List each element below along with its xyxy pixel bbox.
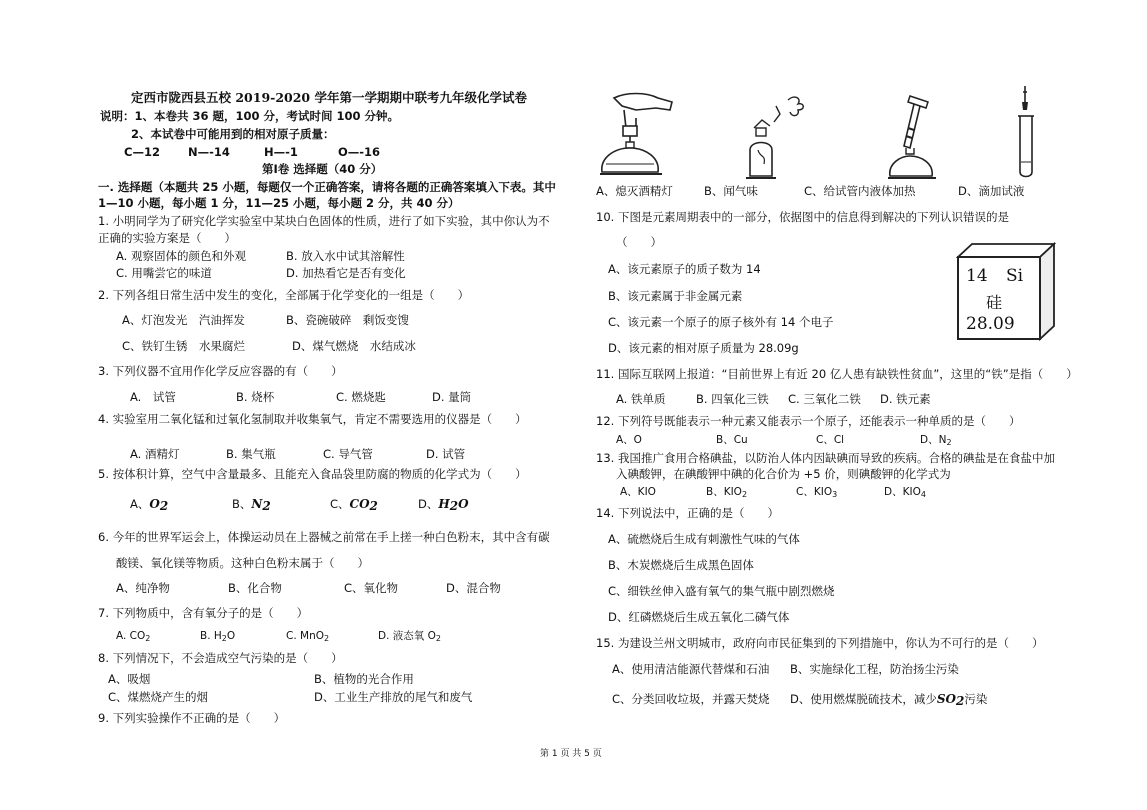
heat-test-tube-figure: [884, 92, 944, 180]
q12-option-d: D、$N_2$: [920, 434, 952, 447]
q14-option-c: C、细铁丝伸入盛有氧气的集气瓶中剧烈燃烧: [608, 584, 835, 598]
q11-option-a: A. 铁单质: [616, 392, 666, 406]
si-atomic-mass: 28.09: [966, 314, 1015, 334]
question-1: 1. 小明同学为了研究化学实验室中某块白色固体的性质，进行了如下实验，其中你认为不: [98, 214, 550, 228]
q14-option-d: D、红磷燃烧后生成五氧化二磷气体: [608, 610, 790, 624]
q9-option-a: A、熄灭酒精灯: [596, 184, 673, 198]
q13-option-a: A、KIO: [620, 486, 656, 498]
q4-option-d: D. 试管: [426, 447, 466, 461]
add-liquid-figure: [1014, 84, 1038, 180]
q8-option-a: A、吸烟: [108, 672, 151, 686]
q2-option-d: D、煤气燃烧 水结成冰: [292, 339, 416, 353]
q2-option-c: C、铁钉生锈 水果腐烂: [122, 339, 246, 353]
q2-option-b: B、瓷碗破碎 剩饭变馊: [286, 313, 409, 327]
section-heading: 一. 选择题（本题共 25 小题，每题仅一个正确答案，请将各题的正确答案填入下表。其中: [98, 180, 556, 194]
q10-option-a: A、该元素原子的质子数为 14: [608, 262, 761, 276]
smell-gas-figure: [740, 92, 812, 180]
q2-option-a: A、灯泡发光 汽油挥发: [122, 313, 245, 327]
q15-option-a: A、使用清洁能源代替煤和石油: [612, 662, 770, 676]
q15-option-b: B、实施绿化工程，防治扬尘污染: [790, 662, 959, 676]
q14-option-b: B、木炭燃烧后生成黑色固体: [608, 558, 754, 572]
q1-option-c: C. 用嘴尝它的味道: [116, 266, 212, 280]
question-6: 6. 今年的世界军运会上，体操运动员在上器械之前常在手上搓一种白色粉末，其中含有碳: [98, 530, 550, 544]
question-5: 5. 按体积计算，空气中含量最多、且能充入食品袋里防腐的物质的化学式为（ ）: [98, 467, 527, 481]
q13-option-b: B、$KIO_2$: [706, 486, 748, 499]
question-3: 3. 下列仪器不宜用作化学反应容器的有（ ）: [98, 364, 343, 378]
q15-option-d: D、使用燃煤脱硫技术，减少$SO_2$污染: [790, 692, 988, 708]
q9-option-c: C、给试管内液体加热: [804, 184, 916, 198]
q15-option-c: C、分类回收垃圾，并露天焚烧: [612, 692, 770, 706]
q5-option-a: A、$O_2$: [130, 497, 169, 513]
question-15: 15. 为建设兰州文明城市，政府向市民征集到的下列措施中，你认为不可行的是（ ）: [596, 636, 1044, 650]
q3-option-a: A. 试管: [130, 390, 176, 404]
q6-option-a: A、纯净物: [116, 581, 170, 595]
section-heading-2: 1—10 小题，每小题 1 分，11—25 小题，每小题 2 分，共 40 分）: [98, 196, 460, 210]
question-13-cont: 入碘酸钾，在碘酸钾中碘的化合价为 +5 价，则碘酸钾的化学式为: [616, 467, 951, 481]
question-6-cont: 酸镁、氧化镁等物质。这种白色粉末属于（ ）: [116, 556, 369, 570]
q6-option-d: D、混合物: [446, 581, 501, 595]
q9-option-b: B、闻气味: [704, 184, 758, 198]
q5-option-d: D、$H_2O$: [418, 497, 469, 513]
q7-option-b: B. $H_2O$: [200, 630, 236, 643]
extinguish-alcohol-lamp-figure: [596, 88, 686, 180]
question-7: 7. 下列物质中，含有氧分子的是（ ）: [98, 606, 309, 620]
q3-option-b: B. 烧杯: [236, 390, 275, 404]
q7-option-a: A. $CO_2$: [116, 630, 151, 643]
q5-option-c: C、$CO_2$: [330, 497, 378, 513]
q3-option-c: C. 燃烧匙: [336, 390, 386, 404]
question-11: 11. 国际互联网上报道：“目前世界上有近 20 亿人患有缺铁性贫血”，这里的“铁”是指（ ）: [596, 367, 1078, 381]
q4-option-a: A. 酒精灯: [130, 447, 180, 461]
question-9: 9. 下列实验操作不正确的是（ ）: [98, 711, 286, 725]
question-1-cont: 正确的实验方案是（ ）: [98, 231, 236, 245]
q11-option-b: B. 四氧化三铁: [696, 392, 769, 406]
q6-option-b: B、化合物: [228, 581, 282, 595]
q10-option-b: B、该元素属于非金属元素: [608, 289, 743, 303]
question-10-cont: （ ）: [616, 235, 662, 249]
atomic-mass-c: C—12: [124, 145, 160, 159]
atomic-mass-o: O—-16: [338, 145, 381, 159]
question-14: 14. 下列说法中，正确的是（ ）: [596, 506, 779, 520]
q12-option-c: C、Cl: [816, 434, 845, 446]
q5-option-b: B、$N_2$: [232, 497, 271, 513]
q12-option-b: B、Cu: [716, 434, 748, 446]
q12-option-a: A、O: [616, 434, 642, 446]
q7-option-d: D. 液态氧 $O_2$: [378, 630, 441, 643]
instructions-2: 2、本试卷中可能用到的相对原子质量：: [131, 127, 335, 141]
question-12: 12. 下列符号既能表示一种元素又能表示一个原子，还能表示一种单质的是（ ）: [596, 414, 1021, 428]
question-4: 4. 实验室用二氧化锰和过氧化氢制取并收集氧气，肯定不需要选用的仪器是（ ）: [98, 412, 527, 426]
q7-option-c: C. MnO$_2$: [286, 630, 330, 643]
q8-option-c: C、煤燃烧产生的烟: [108, 690, 209, 704]
q11-option-d: D. 铁元素: [880, 392, 931, 406]
si-symbol: Si: [1006, 266, 1024, 286]
q4-option-c: C. 导气管: [323, 447, 373, 461]
instructions-1: 说明：1、本卷共 36 题，100 分，考试时间 100 分钟。: [100, 109, 400, 123]
q10-option-d: D、该元素的相对原子质量为 28.09g: [608, 341, 799, 355]
q3-option-d: D. 量筒: [432, 390, 472, 404]
atomic-mass-h: H—-1: [264, 145, 298, 159]
q13-option-d: D、$KIO_4$: [884, 486, 926, 499]
si-atomic-number: 14: [966, 266, 988, 286]
question-13: 13. 我国推广食用合格碘盐，以防治人体内因缺碘而导致的疾病。合格的碘盐是在食盐中加: [596, 451, 1055, 465]
page-number: 第 1 页 共 5 页: [540, 749, 602, 759]
atomic-mass-n: N—-14: [188, 145, 230, 159]
q1-option-a: A. 观察固体的颜色和外观: [116, 249, 246, 263]
q10-option-c: C、该元素一个原子的原子核外有 14 个电子: [608, 315, 834, 329]
q1-option-d: D. 加热看它是否有变化: [286, 266, 406, 280]
q1-option-b: B. 放入水中试其溶解性: [286, 249, 405, 263]
question-10: 10. 下图是元素周期表中的一部分，依据图中的信息得到解决的下列认识错误的是: [596, 210, 1009, 224]
q8-option-d: D、工业生产排放的尾气和废气: [314, 690, 473, 704]
q8-option-b: B、植物的光合作用: [314, 672, 414, 686]
q9-option-d: D、滴加试液: [958, 184, 1025, 198]
q4-option-b: B. 集气瓶: [226, 447, 276, 461]
q6-option-c: C、氧化物: [344, 581, 399, 595]
q14-option-a: A、硫燃烧后生成有刺激性气味的气体: [608, 532, 800, 546]
question-2: 2. 下列各组日常生活中发生的变化，全部属于化学变化的一组是（ ）: [98, 288, 470, 302]
question-8: 8. 下列情况下，不会造成空气污染的是（ ）: [98, 651, 343, 665]
q11-option-c: C. 三氧化二铁: [788, 392, 861, 406]
q13-option-c: C、$KIO_3$: [796, 486, 838, 499]
part-title: 第Ⅰ卷 选择题（40 分）: [262, 162, 383, 176]
si-name: 硅: [986, 293, 1003, 312]
exam-title: 定西市陇西县五校 2019-2020 学年第一学期期中联考九年级化学试卷: [131, 90, 527, 105]
